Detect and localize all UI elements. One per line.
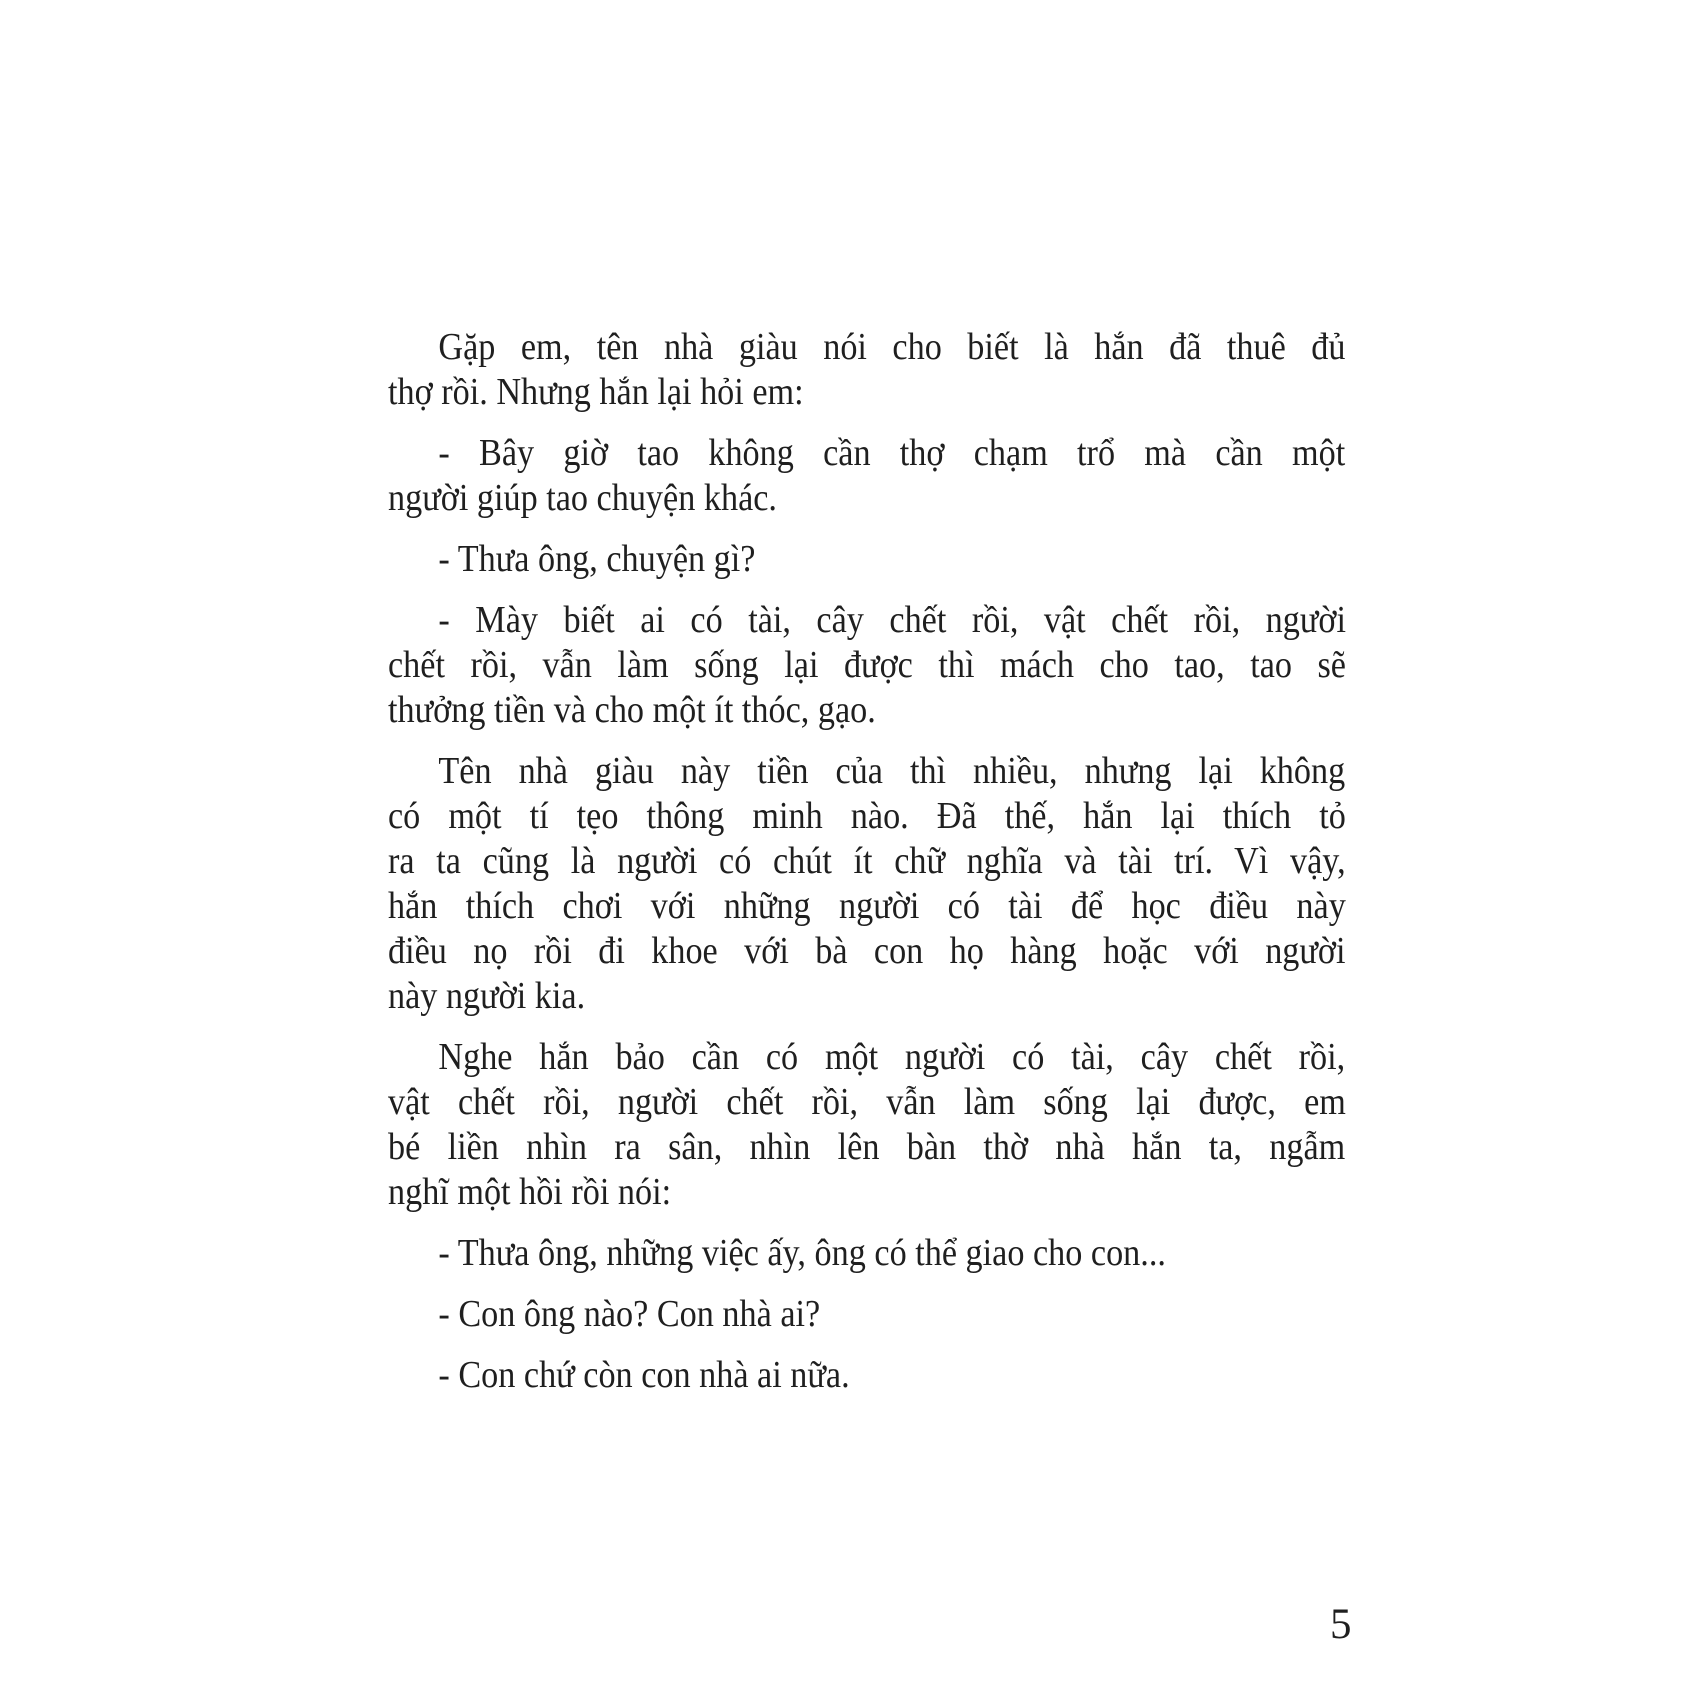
text-line-content: này người kia.: [388, 975, 586, 1017]
text-line-content: - Con ông nào? Con nhà ai?: [438, 1293, 821, 1335]
page-text-block: [388, 325, 1346, 1398]
text-line-content: người giúp tao chuyện khác.: [388, 477, 777, 519]
text-line-content: bé liền nhìn ra sân, nhìn lên bàn thờ nhà hắn ta, ngẫm: [388, 1126, 1346, 1168]
text-line: [388, 643, 1346, 688]
text-line-content: điều nọ rồi đi khoe với bà con họ hàng hoặc với người: [388, 930, 1346, 972]
text-line-content: Nghe hắn bảo cần có một người có tài, cây chết rồi,: [438, 1036, 1346, 1078]
text-line-content: hắn thích chơi với những người có tài để học điều này: [388, 885, 1346, 927]
paragraph: [388, 1231, 1346, 1276]
text-line-content: - Thưa ông, chuyện gì?: [438, 538, 756, 580]
text-line: [388, 1353, 1346, 1398]
page-number: 5: [1330, 1601, 1352, 1648]
text-line: [388, 1231, 1346, 1276]
text-line: [388, 1170, 1346, 1215]
text-line: [388, 794, 1346, 839]
text-line-content: thưởng tiền và cho một ít thóc, gạo.: [388, 689, 876, 731]
text-line-content: thợ rồi. Nhưng hắn lại hỏi em:: [388, 371, 804, 413]
text-line: [388, 1292, 1346, 1337]
text-line: [388, 749, 1346, 794]
text-line-content: - Thưa ông, những việc ấy, ông có thể giao cho con...: [438, 1232, 1166, 1274]
text-line: [388, 688, 1346, 733]
paragraph: [388, 1292, 1346, 1337]
text-line: [388, 537, 1346, 582]
text-line: [388, 370, 1346, 415]
text-line-content: Tên nhà giàu này tiền của thì nhiều, nhưng lại không: [438, 750, 1346, 792]
text-line-content: nghĩ một hồi rồi nói:: [388, 1171, 672, 1213]
text-line: [388, 884, 1346, 929]
paragraph: [388, 598, 1346, 733]
text-line: [388, 431, 1346, 476]
paragraph: [388, 749, 1346, 1019]
text-line-content: chết rồi, vẫn làm sống lại được thì mách cho tao, tao sẽ: [388, 644, 1346, 686]
text-line: [388, 1080, 1346, 1125]
text-line: [388, 974, 1346, 1019]
text-line: [388, 929, 1346, 974]
text-line-content: - Bây giờ tao không cần thợ chạm trổ mà cần một: [438, 432, 1346, 474]
text-line: [388, 1035, 1346, 1080]
text-line-content: Gặp em, tên nhà giàu nói cho biết là hắn đã thuê đủ: [438, 326, 1346, 368]
text-line: [388, 598, 1346, 643]
text-line: [388, 839, 1346, 884]
text-line-content: - Mày biết ai có tài, cây chết rồi, vật chết rồi, người: [438, 599, 1346, 641]
paragraph: [388, 325, 1346, 415]
paragraph: [388, 537, 1346, 582]
text-line-content: ra ta cũng là người có chút ít chữ nghĩa và tài trí. Vì vậy,: [388, 840, 1346, 882]
text-line-content: vật chết rồi, người chết rồi, vẫn làm sống lại được, em: [388, 1081, 1346, 1123]
paragraph: [388, 1353, 1346, 1398]
text-line-content: - Con chứ còn con nhà ai nữa.: [438, 1354, 850, 1396]
paragraph: [388, 431, 1346, 521]
text-line: [388, 476, 1346, 521]
paragraph: [388, 1035, 1346, 1215]
text-line: [388, 325, 1346, 370]
text-line-content: có một tí tẹo thông minh nào. Đã thế, hắn lại thích tỏ: [388, 795, 1346, 837]
text-line: [388, 1125, 1346, 1170]
